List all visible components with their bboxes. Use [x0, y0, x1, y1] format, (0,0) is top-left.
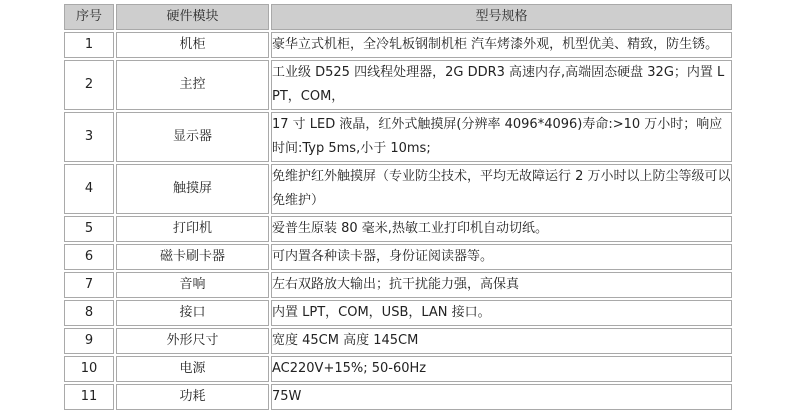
model-spec-cell: 宽度 45CM 高度 145CM — [271, 328, 732, 354]
hardware-spec-table — [62, 2, 734, 410]
table-row — [64, 300, 732, 326]
row-number-cell: 8 — [64, 300, 114, 326]
header-model-spec: 型号规格 — [271, 4, 732, 30]
table-row — [64, 216, 732, 242]
header-row — [64, 4, 732, 30]
module-name-cell: 触摸屏 — [116, 164, 269, 214]
module-name-cell: 磁卡刷卡器 — [116, 244, 269, 270]
module-name-cell: 接口 — [116, 300, 269, 326]
table-row — [64, 384, 732, 410]
module-name-cell: 打印机 — [116, 216, 269, 242]
model-spec-cell: 工业级 D525 四线程处理器，2G DDR3 高速内存,高端固态硬盘 32G；内置 LPT，COM， — [271, 60, 732, 110]
module-name-cell: 功耗 — [116, 384, 269, 410]
module-name-cell: 外形尺寸 — [116, 328, 269, 354]
row-number-cell: 2 — [64, 60, 114, 110]
row-number-cell: 9 — [64, 328, 114, 354]
table-row — [64, 60, 732, 110]
model-spec-cell: 75W — [271, 384, 732, 410]
table-row — [64, 272, 732, 298]
model-spec-cell: 17 寸 LED 液晶，红外式触摸屏(分辨率 4096*4096)寿命:>10 万小时；响应时间:Typ 5ms,小于 10ms; — [271, 112, 732, 162]
header-hardware-module: 硬件模块 — [116, 4, 269, 30]
table-row — [64, 328, 732, 354]
table-row — [64, 356, 732, 382]
model-spec-cell: 内置 LPT，COM，USB，LAN 接口。 — [271, 300, 732, 326]
model-spec-cell: 左右双路放大输出；抗干扰能力强，高保真 — [271, 272, 732, 298]
row-number-cell: 1 — [64, 32, 114, 58]
table-row — [64, 32, 732, 58]
module-name-cell: 显示器 — [116, 112, 269, 162]
module-name-cell: 音响 — [116, 272, 269, 298]
table-row — [64, 112, 732, 162]
model-spec-cell: 豪华立式机柜，全冷轧板钢制机柜 汽车烤漆外观，机型优美、精致，防生锈。 — [271, 32, 732, 58]
row-number-cell: 5 — [64, 216, 114, 242]
table-row — [64, 164, 732, 214]
row-number-cell: 4 — [64, 164, 114, 214]
model-spec-cell: 爱普生原装 80 毫米,热敏工业打印机自动切纸。 — [271, 216, 732, 242]
header-serial-number: 序号 — [64, 4, 114, 30]
row-number-cell: 10 — [64, 356, 114, 382]
row-number-cell: 3 — [64, 112, 114, 162]
module-name-cell: 机柜 — [116, 32, 269, 58]
row-number-cell: 6 — [64, 244, 114, 270]
table-body — [64, 32, 732, 410]
module-name-cell: 电源 — [116, 356, 269, 382]
row-number-cell: 7 — [64, 272, 114, 298]
model-spec-cell: 免维护红外触摸屏（专业防尘技术，平均无故障运行 2 万小时以上防尘等级可以免维护） — [271, 164, 732, 214]
model-spec-cell: AC220V+15%; 50-60Hz — [271, 356, 732, 382]
model-spec-cell: 可内置各种读卡器，身份证阅读器等。 — [271, 244, 732, 270]
table-row — [64, 244, 732, 270]
row-number-cell: 11 — [64, 384, 114, 410]
module-name-cell: 主控 — [116, 60, 269, 110]
